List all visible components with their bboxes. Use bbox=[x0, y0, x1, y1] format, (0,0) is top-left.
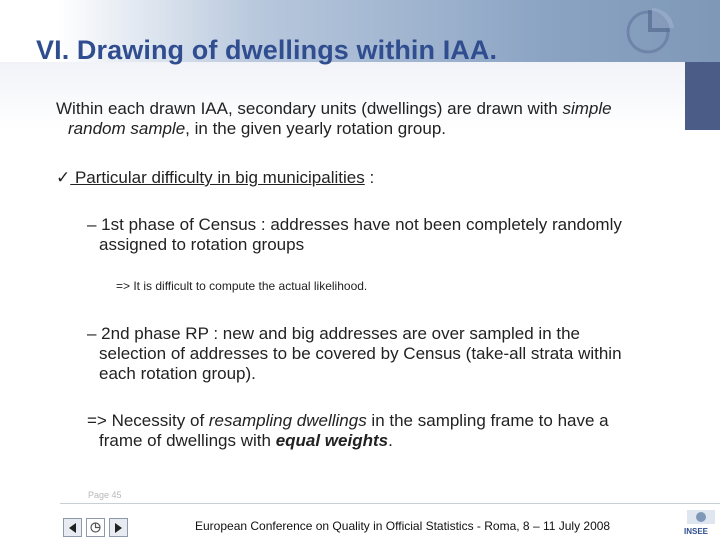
header-accent-block bbox=[685, 62, 720, 130]
checkmark-icon: ✓ bbox=[56, 168, 71, 187]
prev-slide-button[interactable] bbox=[63, 518, 82, 537]
footer-divider bbox=[60, 503, 720, 504]
footer-text: European Conference on Quality in Official Statistics - Roma, 8 – 11 July 2008 bbox=[195, 519, 611, 533]
check-item: ✓ Particular difficulty in big municipalities : bbox=[56, 168, 375, 187]
conclusion-strong: equal weights bbox=[275, 431, 389, 450]
page-number: Page 45 bbox=[88, 490, 122, 500]
check-item-text: Particular difficulty in big municipalities bbox=[70, 168, 365, 187]
triangle-left-icon bbox=[69, 523, 76, 533]
intro-paragraph bbox=[56, 99, 666, 139]
page-title: VI. Drawing of dwellings within IAA. bbox=[36, 35, 498, 65]
conclusion: => Necessity of resampling dwellings in the sampling frame to have a frame of dwellings with equal weights. bbox=[87, 411, 609, 450]
pie-chart-logo-icon bbox=[612, 2, 682, 54]
intro-line2: random sample, in the given yearly rotation group. bbox=[68, 119, 446, 138]
triangle-right-icon bbox=[115, 523, 122, 533]
intro-line1: Within each drawn IAA, secondary units (dwellings) are drawn with simple bbox=[56, 99, 612, 118]
next-slide-button[interactable] bbox=[109, 518, 128, 537]
note-text: => It is difficult to compute the actual likelihood. bbox=[116, 279, 368, 293]
point-2: – 2nd phase RP : new and big addresses are over sampled in the selection of addresses to be covered by Census (take-all strata within each rotation group). bbox=[87, 324, 622, 383]
home-button[interactable] bbox=[86, 518, 105, 537]
intro-emphasis: simple bbox=[562, 99, 612, 118]
home-icon bbox=[89, 521, 102, 534]
point-1: – 1st phase of Census : addresses have not been completely randomly assigned to rotation groups bbox=[87, 215, 622, 254]
conclusion-emphasis: resampling dwellings bbox=[208, 411, 367, 430]
insee-logo-text: INSEE bbox=[684, 527, 709, 536]
